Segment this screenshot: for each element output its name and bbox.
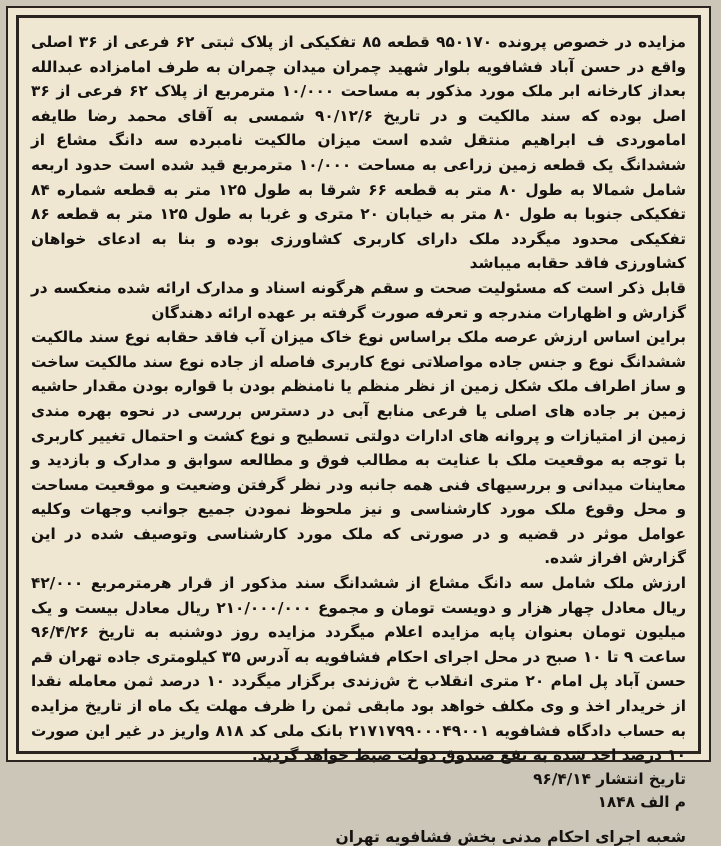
notice-paragraph-auction-property: مزایده در خصوص پرونده ۹۵۰۱۷۰ قطعه ۸۵ تفکیکی از پلاک ثبتی ۶۲ فرعی از ۳۶ اصلی واقع در حسن آباد فشافویه بلوار شهید چمران میدان چمران به طرف امامزاده عبدالله بعداز کارخانه ابر ملک مورد مذکور به مساحت ۱۰/۰۰۰ مترمربع از پلاک ۶۲ فرعی از ۳۶ اصل بوده که سند مالکیت و در تاریخ ۹۰/۱۲/۶ شمسی به آقای محمد رضا طایفه امامورد‌ی ف ابراهیم منتقل شده است میزان مالکیت نامبرده سه دانگ مشاع از ششدانگ یک قطعه زمین زراعی به مساحت ۱۰/۰۰۰ مترمربع قید شده است حدود اربعه شامل شمالا به طول ۸۰ متر به قطعه ۶۶ شرقا به طول ۱۲۵ متر به قطعه شماره ۸۴ تفکیکی جنوبا به طول ۸۰ متر به خیابان ۲۰ متری و غربا به طول ۱۲۵ متر به قطعه ۸۶ تفکیکی محدود میگردد ملک دارای کاربری کشاورزی بوده و بنا به ادعای خواهان کشاورزی فاقد حقابه میباشد (31, 33, 687, 273)
notice-paragraph-responsibility: قابل ذکر است که مسئولیت صحت و سقم هرگونه اسناد و مدارک ارائه شده منعکسه در گزارش و اظهارات مندرجه و تعرفه صورت گرفته بر عهده ارائه دهندگان (31, 278, 686, 322)
signature-office: شعبه اجرای احکام مدنی بخش فشافویه تهران (335, 827, 686, 846)
notice-code: م الف ۱۸۴۸ (597, 792, 686, 811)
notice-paragraph-price-and-terms: ارزش ملک شامل سه دانگ مشاع از ششدانگ سند مذکور از قرار هرمترمربع ۴۲/۰۰۰ ریال معادل چهار هزار و دویست تومان و مجموع ۲۱۰/۰۰۰/۰۰۰ ریال معادل بیست و یک میلیون تومان بعنوان پایه مزایده اعلام میگردد مزایده روز دوشنبه به تاریخ ۹۶/۴/۲۶ ساعت ۹ تا ۱۰ صبح در محل اجرای احکام فشافویه به آدرس ۳۵ کیلومتری جاده تهران قم حسن آباد پل امام ۲۰ متری انقلاب خ ش‌زندی برگزار میگردد ۱۰ درصد ثمن معامله نقدا از خریدار اخذ و وی مکلف خواهد بود مابقی ثمن را ظرف مهلت یک ماه از تاریخ مزایده به حساب دادگاه فشافویه ۲۱۷۱۷۹۹۰۰۰۴۹۰۰۱ بانک ملی کد ۸۱۸ واریز در غیر این صورت ۱۰ درصد اخذ شده به نفع صندوق دولت ضبط خواهد گردید. (31, 574, 687, 765)
notice-paragraph-valuation-basis: براین اساس ارزش عرصه ملک براساس نوع خاک میزان آب فاقد حقابه نوع سند مالکیت ششدانگ نوع و جنس جاده مواصلاتی نوع کاربری فاصله از جاده نوع سند مالکیت ساخت و ساز اطراف ملک شکل زمین از نظر منظم یا نامنظم بودن با قواره بودن مقدار حاشیه زمین بر جاده های اصلی یا فرعی منابع آبی در دسترس بررسی در نحوه بهره مندی زمین از امتیازات و پروانه های ادارات دولتی تسطیح و نوع کشت و احتمال تغییر کاربری با توجه به موقعیت ملک با عنایت به مطالب فوق و مطالعه سوابق و مدارک و بازدید و معاینات میدانی و بررسیهای فنی همه جانبه ودر نظر گرفتن وضعیت و موقعیت مساحت و محل وقوع ملک مورد کارشناسی و نیز ملحوظ نمودن جمیع جوانب وجهات وکلیه عوامل موثر در قضیه و در صورتی که ملک مورد کارشناسی وتوصیف شده در این گزارش افراز شده. (31, 328, 686, 568)
newspaper-clipping (6, 6, 711, 846)
publish-date: تاریخ انتشار ۹۶/۴/۱۴ (533, 769, 686, 788)
notice-frame (16, 15, 701, 846)
